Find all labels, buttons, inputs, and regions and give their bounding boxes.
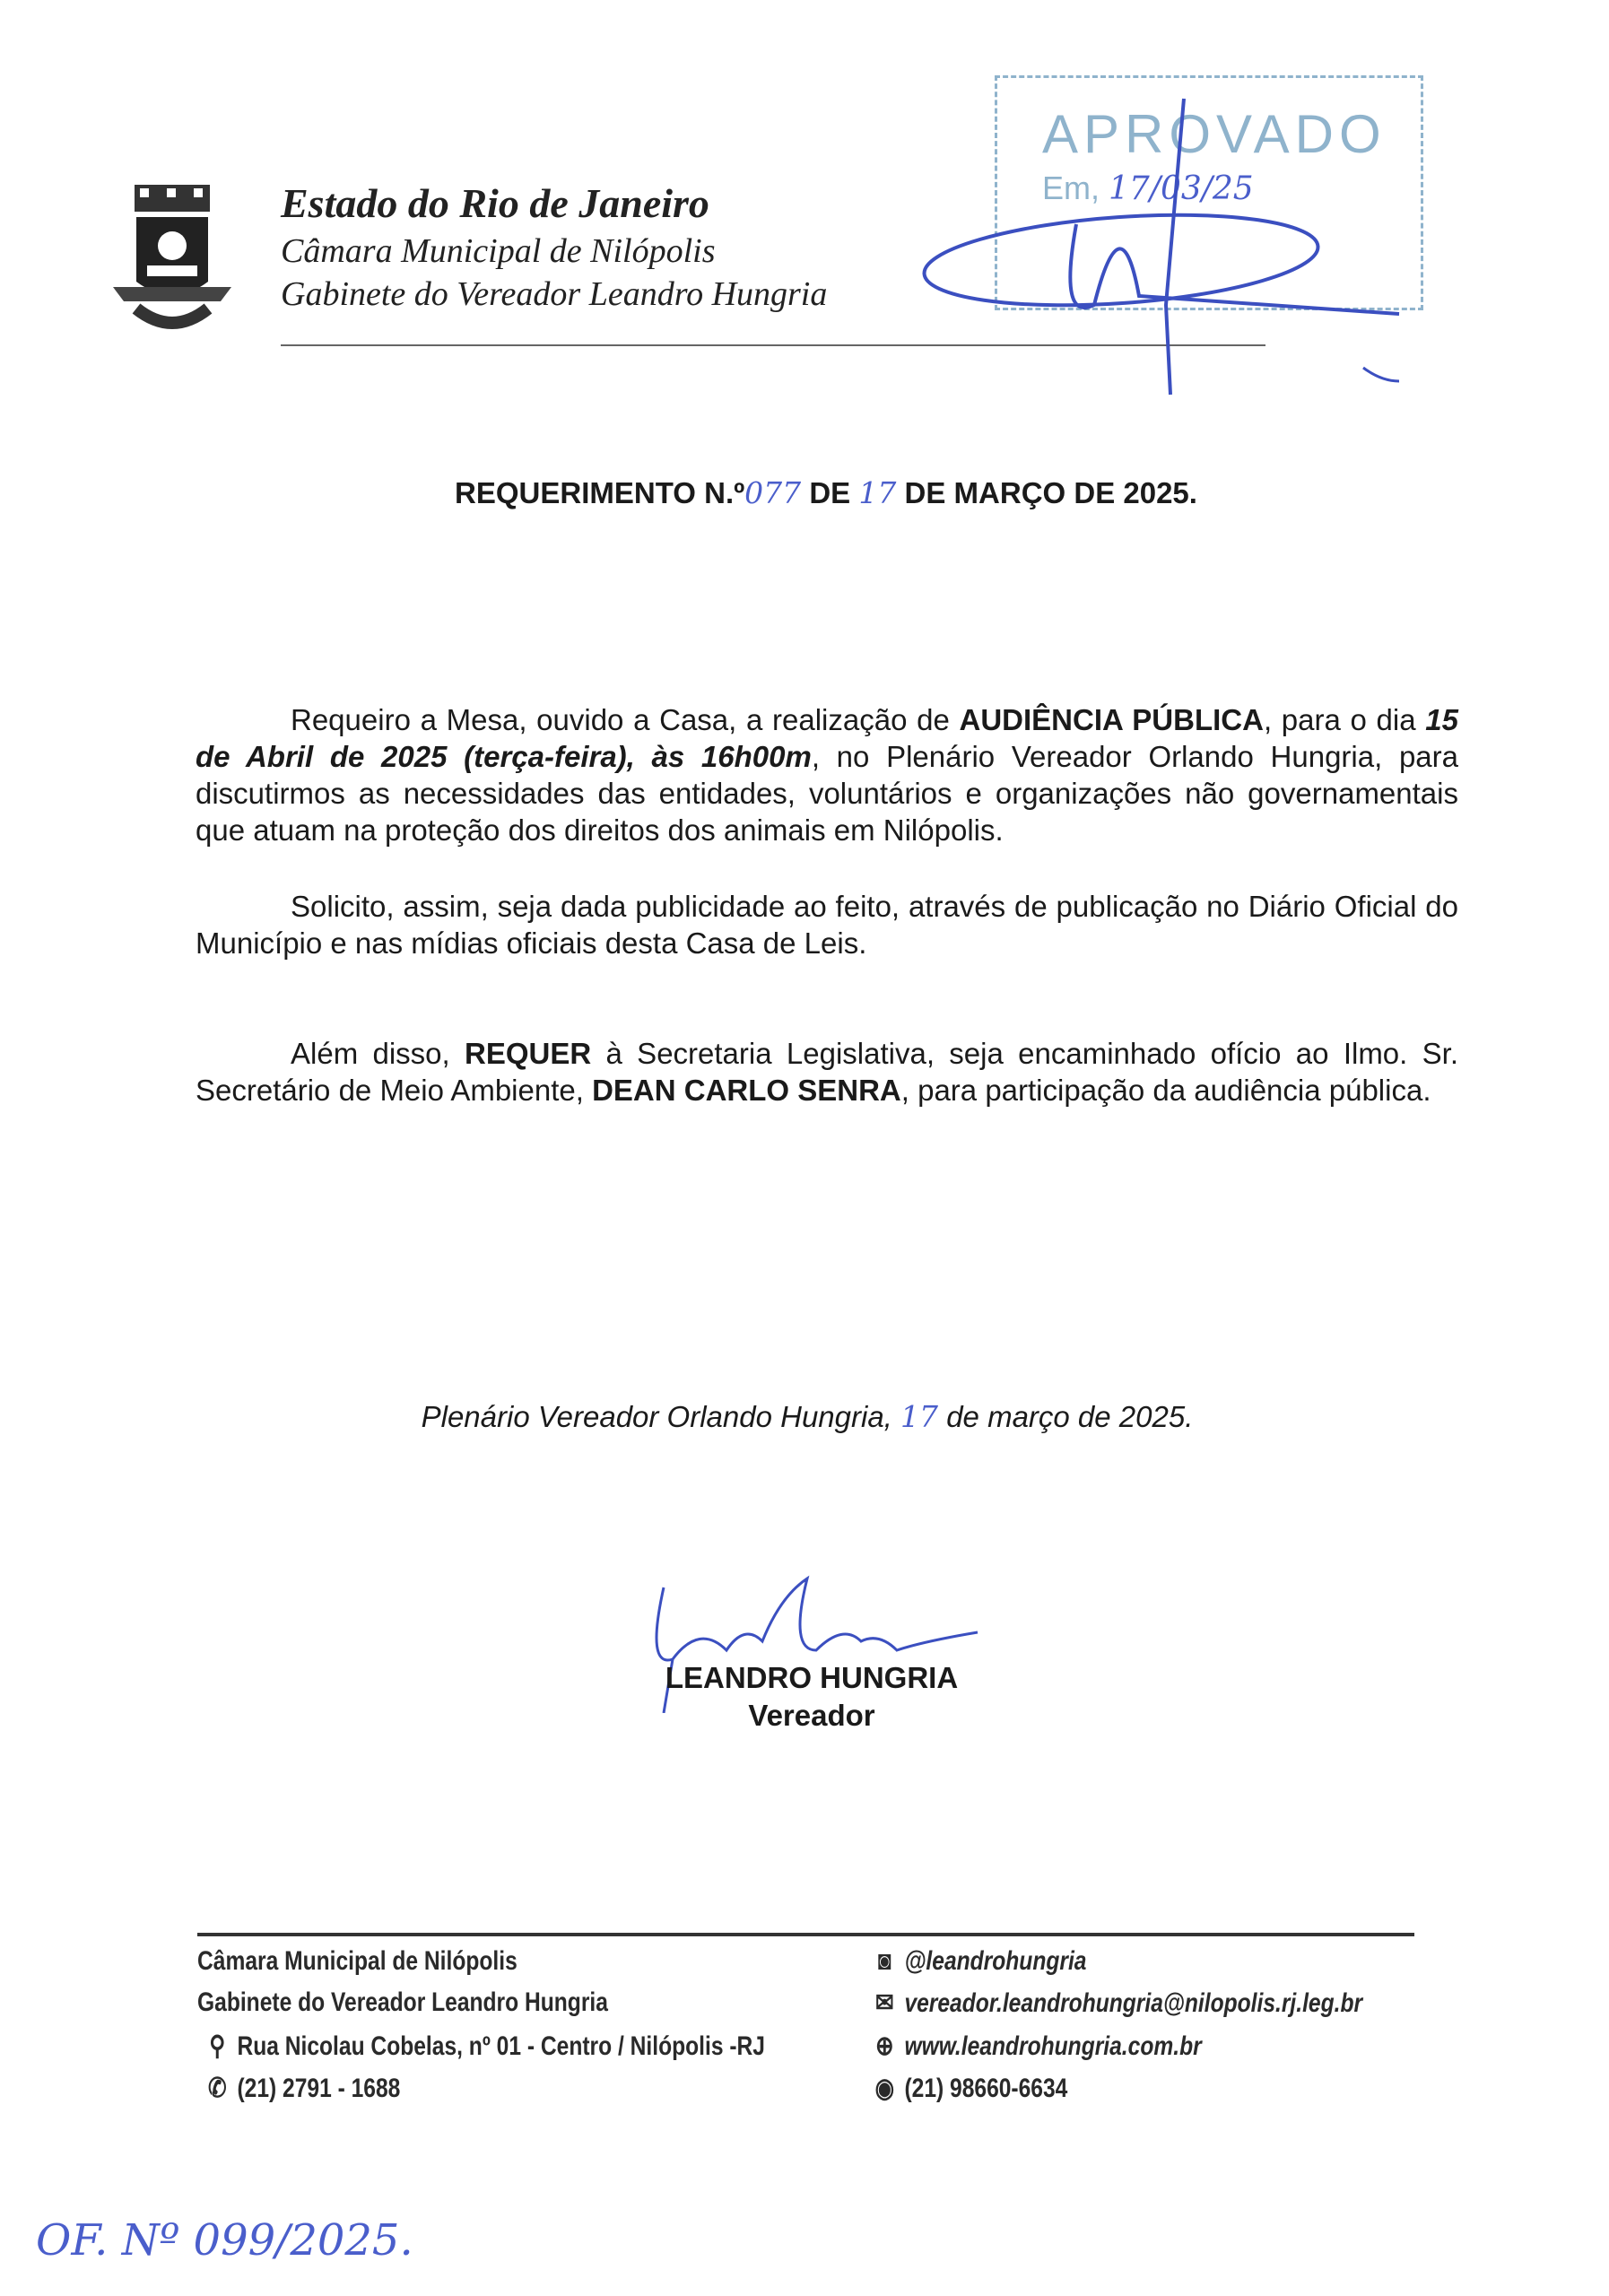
place-month-year: de março de 2025. [938,1400,1194,1433]
phone-icon: ✆ [207,2074,227,2103]
footer-email [874,1987,1362,2019]
text-run: , para o dia [1263,703,1426,736]
handwritten-office-note: OF. Nº 099/2025. [36,2215,413,2266]
footer-whatsapp-text: (21) 98660-6634 [904,2073,1068,2103]
paragraph-request [196,701,1458,848]
footer-chamber [197,1946,517,1977]
text-run: Requeiro a Mesa, ouvido a Casa, a realização de [291,703,960,736]
stamp-date-value: 17/03/25 [1109,170,1254,207]
footer-chamber-text: Câmara Municipal de Nilópolis [197,1946,517,1976]
text-run: 15 de Abril de 2025 (terça-feira), às 16h00m [196,703,1458,773]
signer-role: Vereador [748,1699,875,1732]
footer-phone [206,2073,400,2104]
footer-address-text: Rua Nicolau Cobelas, nº 01 - Centro / Nilópolis -RJ [237,2031,765,2061]
title-de: DE [809,476,851,509]
title-day: 17 [858,475,897,510]
footer-address [206,2031,765,2062]
footer-whatsapp [874,2073,1067,2104]
place-text: Plenário Vereador Orlando Hungria, [421,1400,901,1433]
footer-instagram-text: @leandrohungria [904,1946,1087,1976]
footer-email-text: vereador.leandrohungria@nilopolis.rj.leg.br [904,1987,1363,2018]
footer-office-text: Gabinete do Vereador Leandro Hungria [197,1987,608,2017]
title-number: 077 [744,475,802,510]
signature-block [0,1659,1609,1735]
text-run: , para participação da audiência pública. [900,1074,1431,1107]
place-day: 17 [900,1399,939,1434]
stamp-date-prefix: Em, [1042,170,1100,206]
footer-website-text: www.leandrohungria.com.br [904,2031,1202,2061]
text-run: , no Plenário Vereador Orlando Hungria, para discutirmos as necessidades das entidades, voluntários e organizações não governamentais que atuam na proteção dos direitos dos animais em Nilópolis. [196,740,1458,847]
title-prefix: REQUERIMENTO N.º [455,476,745,509]
whatsapp-icon: ◉ [874,2074,895,2103]
signer-name: LEANDRO HUNGRIA [665,1661,959,1694]
email-icon: ✉ [874,1988,894,2018]
globe-icon: ⊕ [874,2031,894,2061]
text-run: DEAN CARLO SENRA [592,1074,901,1107]
municipal-crest-logo [109,183,235,337]
paragraph-publicity [196,888,1458,961]
map-pin-icon: ⚲ [209,2031,226,2061]
header-chamber: Câmara Municipal de Nilópolis [281,232,716,270]
document-title [0,475,1609,510]
camera-icon: ◙ [877,1946,891,1976]
footer-phone-text: (21) 2791 - 1688 [237,2073,401,2103]
footer-instagram [874,1946,1086,1977]
title-suffix: DE MARÇO DE 2025. [904,476,1197,509]
header-office: Gabinete do Vereador Leandro Hungria [281,275,828,313]
footer-office [197,1987,608,2018]
text-run: à Secretaria Legislativa, seja encaminhado ofício ao Ilmo. Sr. Secretário de Meio Ambiente, [196,1037,1458,1107]
place-date-line [0,1399,1609,1434]
text-run: REQUER [465,1037,592,1070]
footer-divider [197,1933,1414,1936]
header-state: Estado do Rio de Janeiro [281,180,709,226]
approval-signature [915,90,1417,413]
text-run: Solicito, assim, seja dada publicidade ao feito, através de publicação no Diário Oficial do Município e nas mídias oficiais desta Casa de Leis. [196,890,1458,960]
text-run: AUDIÊNCIA PÚBLICA [959,703,1264,736]
paragraph-invitation [196,1035,1458,1109]
stamp-label: APROVADO [1042,104,1387,164]
footer-website [874,2031,1202,2062]
text-run: Além disso, [291,1037,465,1070]
